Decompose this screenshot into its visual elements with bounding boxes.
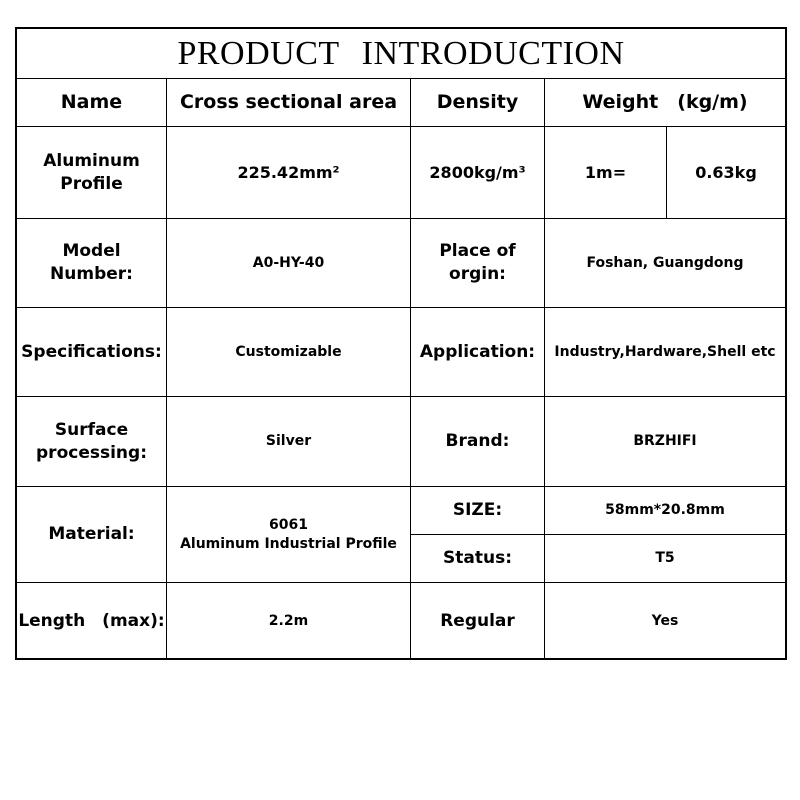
model-number-label: Model Number: [50, 241, 133, 284]
place-of-origin-value: Foshan, Guangdong [586, 254, 744, 271]
specifications-label: Specifications: [21, 341, 162, 362]
product-name: Aluminum Profile [43, 150, 140, 194]
product-introduction-table [15, 27, 787, 660]
cross-sectional-area-value: 225.42mm² [237, 162, 340, 182]
place-of-origin-label: Place of orgin: [439, 241, 516, 284]
brand-label: Brand: [445, 431, 510, 452]
regular-value: Yes [651, 613, 679, 630]
material-grade: 6061 [269, 516, 308, 533]
brand-value: BRZHIFI [633, 433, 697, 450]
density-value: 2800kg/m³ [429, 162, 526, 182]
material-value [167, 487, 410, 582]
surface-processing-value: Silver [265, 433, 312, 450]
title-word-introduction: INTRODUCTION [361, 34, 625, 72]
weight-value: 0.63kg [695, 162, 757, 182]
weight-per-meter-label: 1m= [584, 162, 627, 182]
status-label: Status: [443, 548, 512, 569]
regular-label: Regular [440, 611, 515, 632]
surface-processing-label: Surface processing: [36, 419, 147, 463]
size-value: 58mm*20.8mm [605, 502, 725, 519]
application-label: Application: [419, 341, 536, 362]
header-density: Density [436, 90, 519, 113]
material-label: Material: [48, 524, 135, 545]
length-value: 2.2m [268, 613, 309, 630]
header-cross-sectional-area: Cross sectional area [179, 90, 398, 113]
size-label: SIZE: [452, 500, 503, 521]
page-title [17, 29, 785, 78]
model-number-value: A0-HY-40 [252, 254, 325, 271]
title-word-product: PRODUCT [177, 34, 340, 72]
material-description: Aluminum Industrial Profile [180, 535, 397, 552]
status-value: T5 [655, 550, 675, 567]
length-label: Length (max): [18, 611, 165, 632]
header-weight: Weight (kg/m) [582, 90, 748, 113]
application-value: Industry,Hardware,Shell etc [554, 343, 776, 360]
specifications-value: Customizable [235, 343, 342, 360]
header-name: Name [60, 90, 123, 113]
